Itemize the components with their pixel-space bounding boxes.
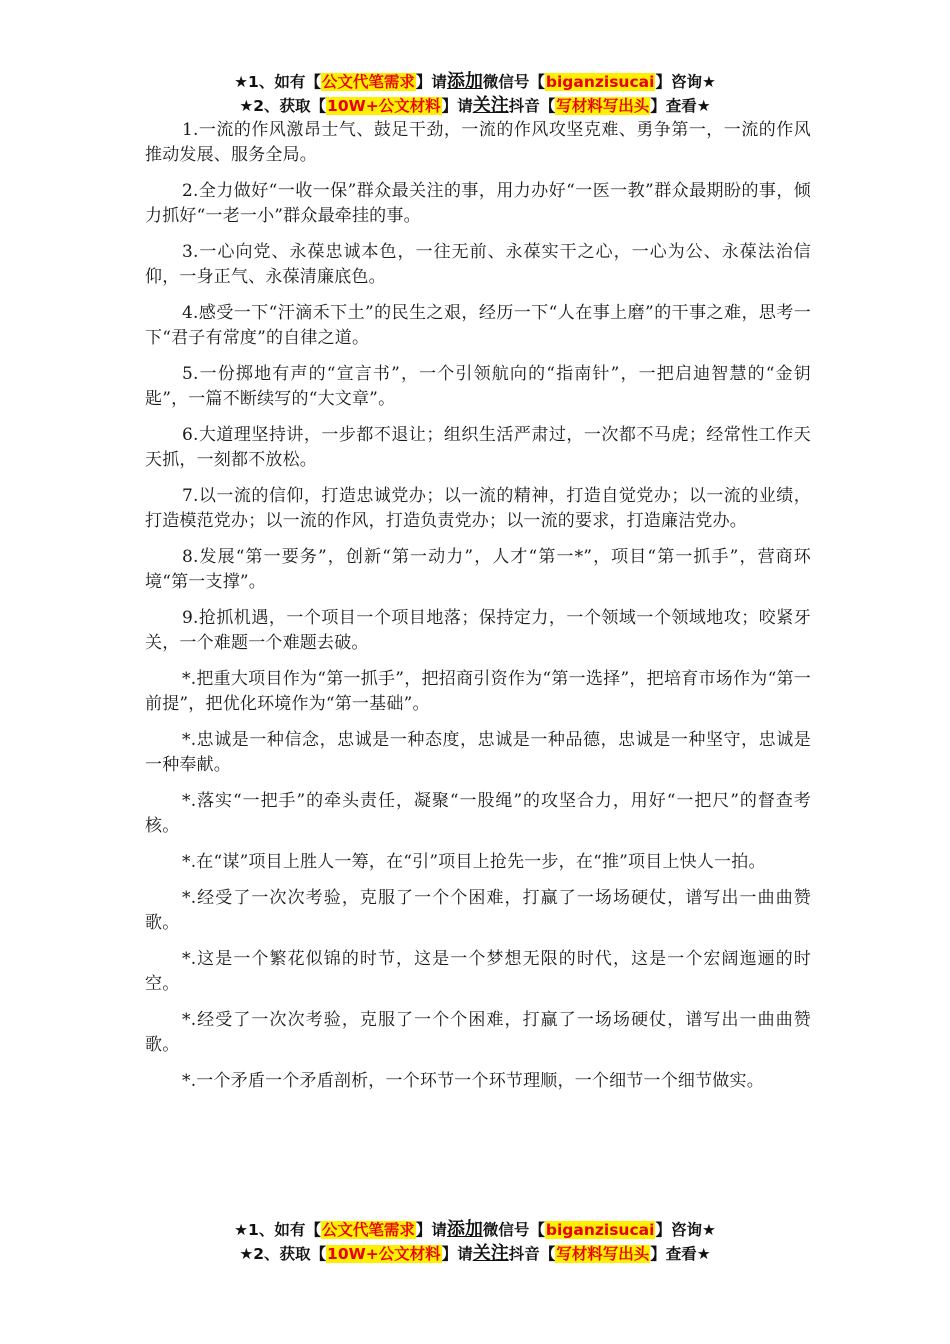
banner-emphasis: 关注 <box>472 95 509 116</box>
banner-text: 】请 <box>441 1245 473 1263</box>
banner-text: ★1、如有【 <box>234 1221 321 1239</box>
paragraph: 8.发展“第一要务”，创新“第一动力”，人才“第一*”，项目“第一抓手”，营商环境“第一支撑”。 <box>145 547 811 592</box>
banner-text: ★2、获取【 <box>239 1245 327 1263</box>
wechat-id: biganzisucai <box>545 1221 655 1239</box>
banner-highlight: 10W+公文材料 <box>327 97 441 115</box>
banner-text: 】查看★ <box>650 97 711 115</box>
banner-text: 微信号【 <box>482 1221 545 1239</box>
banner-emphasis: 添加 <box>446 71 483 92</box>
paragraph: 4.感受一下“汗滴禾下土”的民生之艰，经历一下“人在事上磨”的干事之难，思考一下“君子有常度”的自律之道。 <box>145 303 811 348</box>
banner-emphasis: 关注 <box>472 1243 509 1264</box>
banner-highlight: 10W+公文材料 <box>327 1245 441 1263</box>
banner-highlight: 公文代笔需求 <box>321 1221 415 1239</box>
wechat-id: biganzisucai <box>545 73 655 91</box>
banner-text: 】咨询★ <box>655 73 716 91</box>
banner-text: 】请 <box>415 1221 447 1239</box>
banner-text: ★2、获取【 <box>239 97 327 115</box>
paragraph: 9.抢抓机遇，一个项目一个项目地落；保持定力，一个领域一个领域地攻；咬紧牙关，一个难题一个难题去破。 <box>145 608 811 653</box>
paragraph: *.忠诚是一种信念，忠诚是一种态度，忠诚是一种品德，忠诚是一种坚守，忠诚是一种奉献。 <box>145 730 811 775</box>
banner-text: 】咨询★ <box>655 1221 716 1239</box>
paragraph: *.经受了一次次考验，克服了一个个困难，打赢了一场场硬仗，谱写出一曲曲赞歌。 <box>145 1010 811 1055</box>
banner-line-2 <box>0 94 950 118</box>
top-banner <box>0 70 950 118</box>
paragraph: *.在“谋”项目上胜人一筹，在“引”项目上抢先一步，在“推”项目上快人一拍。 <box>182 852 766 872</box>
paragraph: 1.一流的作风激昂士气、鼓足干劲，一流的作风攻坚克难、勇争第一，一流的作风推动发展、服务全局。 <box>145 120 811 165</box>
bottom-banner <box>0 1218 950 1266</box>
paragraph: *.经受了一次次考验，克服了一个个困难，打赢了一场场硬仗，谱写出一曲曲赞歌。 <box>145 888 811 933</box>
banner-text: 抖音【 <box>508 97 556 115</box>
paragraph: 6.大道理坚持讲，一步都不退让；组织生活严肃过，一次都不马虎；经常性工作天天抓，一刻都不放松。 <box>145 425 811 470</box>
paragraph: 3.一心向党、永葆忠诚本色，一往无前、永葆实干之心，一心为公、永葆法治信仰，一身正气、永葆清廉底色。 <box>145 242 811 287</box>
banner-emphasis: 添加 <box>446 1219 483 1240</box>
douyin-account: 写材料写出头 <box>556 97 650 115</box>
banner-line-2 <box>0 1242 950 1266</box>
paragraph: *.把重大项目作为“第一抓手”，把招商引资作为“第一选择”，把培育市场作为“第一前提”，把优化环境作为“第一基础”。 <box>145 669 811 714</box>
document-body <box>145 118 811 1105</box>
banner-text: 】查看★ <box>650 1245 711 1263</box>
banner-text: ★1、如有【 <box>234 73 321 91</box>
paragraph: *.一个矛盾一个矛盾剖析，一个环节一个环节理顺，一个细节一个细节做实。 <box>182 1071 764 1091</box>
banner-text: 】请 <box>441 97 473 115</box>
banner-text: 】请 <box>415 73 447 91</box>
paragraph: 5.一份掷地有声的“宣言书”，一个引领航向的“指南针”，一把启迪智慧的“金钥匙”，一篇不断续写的“大文章”。 <box>145 364 811 409</box>
douyin-account: 写材料写出头 <box>556 1245 650 1263</box>
paragraph: 7.以一流的信仰，打造忠诚党办；以一流的精神，打造自觉党办；以一流的业绩，打造模范党办；以一流的作风，打造负责党办；以一流的要求，打造廉洁党办。 <box>145 486 811 531</box>
banner-line-1 <box>0 1218 950 1242</box>
banner-text: 微信号【 <box>482 73 545 91</box>
banner-text: 抖音【 <box>508 1245 556 1263</box>
paragraph: 2.全力做好“一收一保”群众最关注的事，用力办好“一医一教”群众最期盼的事，倾力抓好“一老一小”群众最牵挂的事。 <box>145 181 811 226</box>
paragraph: *.落实“一把手”的牵头责任，凝聚“一股绳”的攻坚合力，用好“一把尺”的督查考核。 <box>145 791 811 836</box>
banner-highlight: 公文代笔需求 <box>321 73 415 91</box>
paragraph: *.这是一个繁花似锦的时节，这是一个梦想无限的时代，这是一个宏阔迤逦的时空。 <box>145 949 811 994</box>
banner-line-1 <box>0 70 950 94</box>
